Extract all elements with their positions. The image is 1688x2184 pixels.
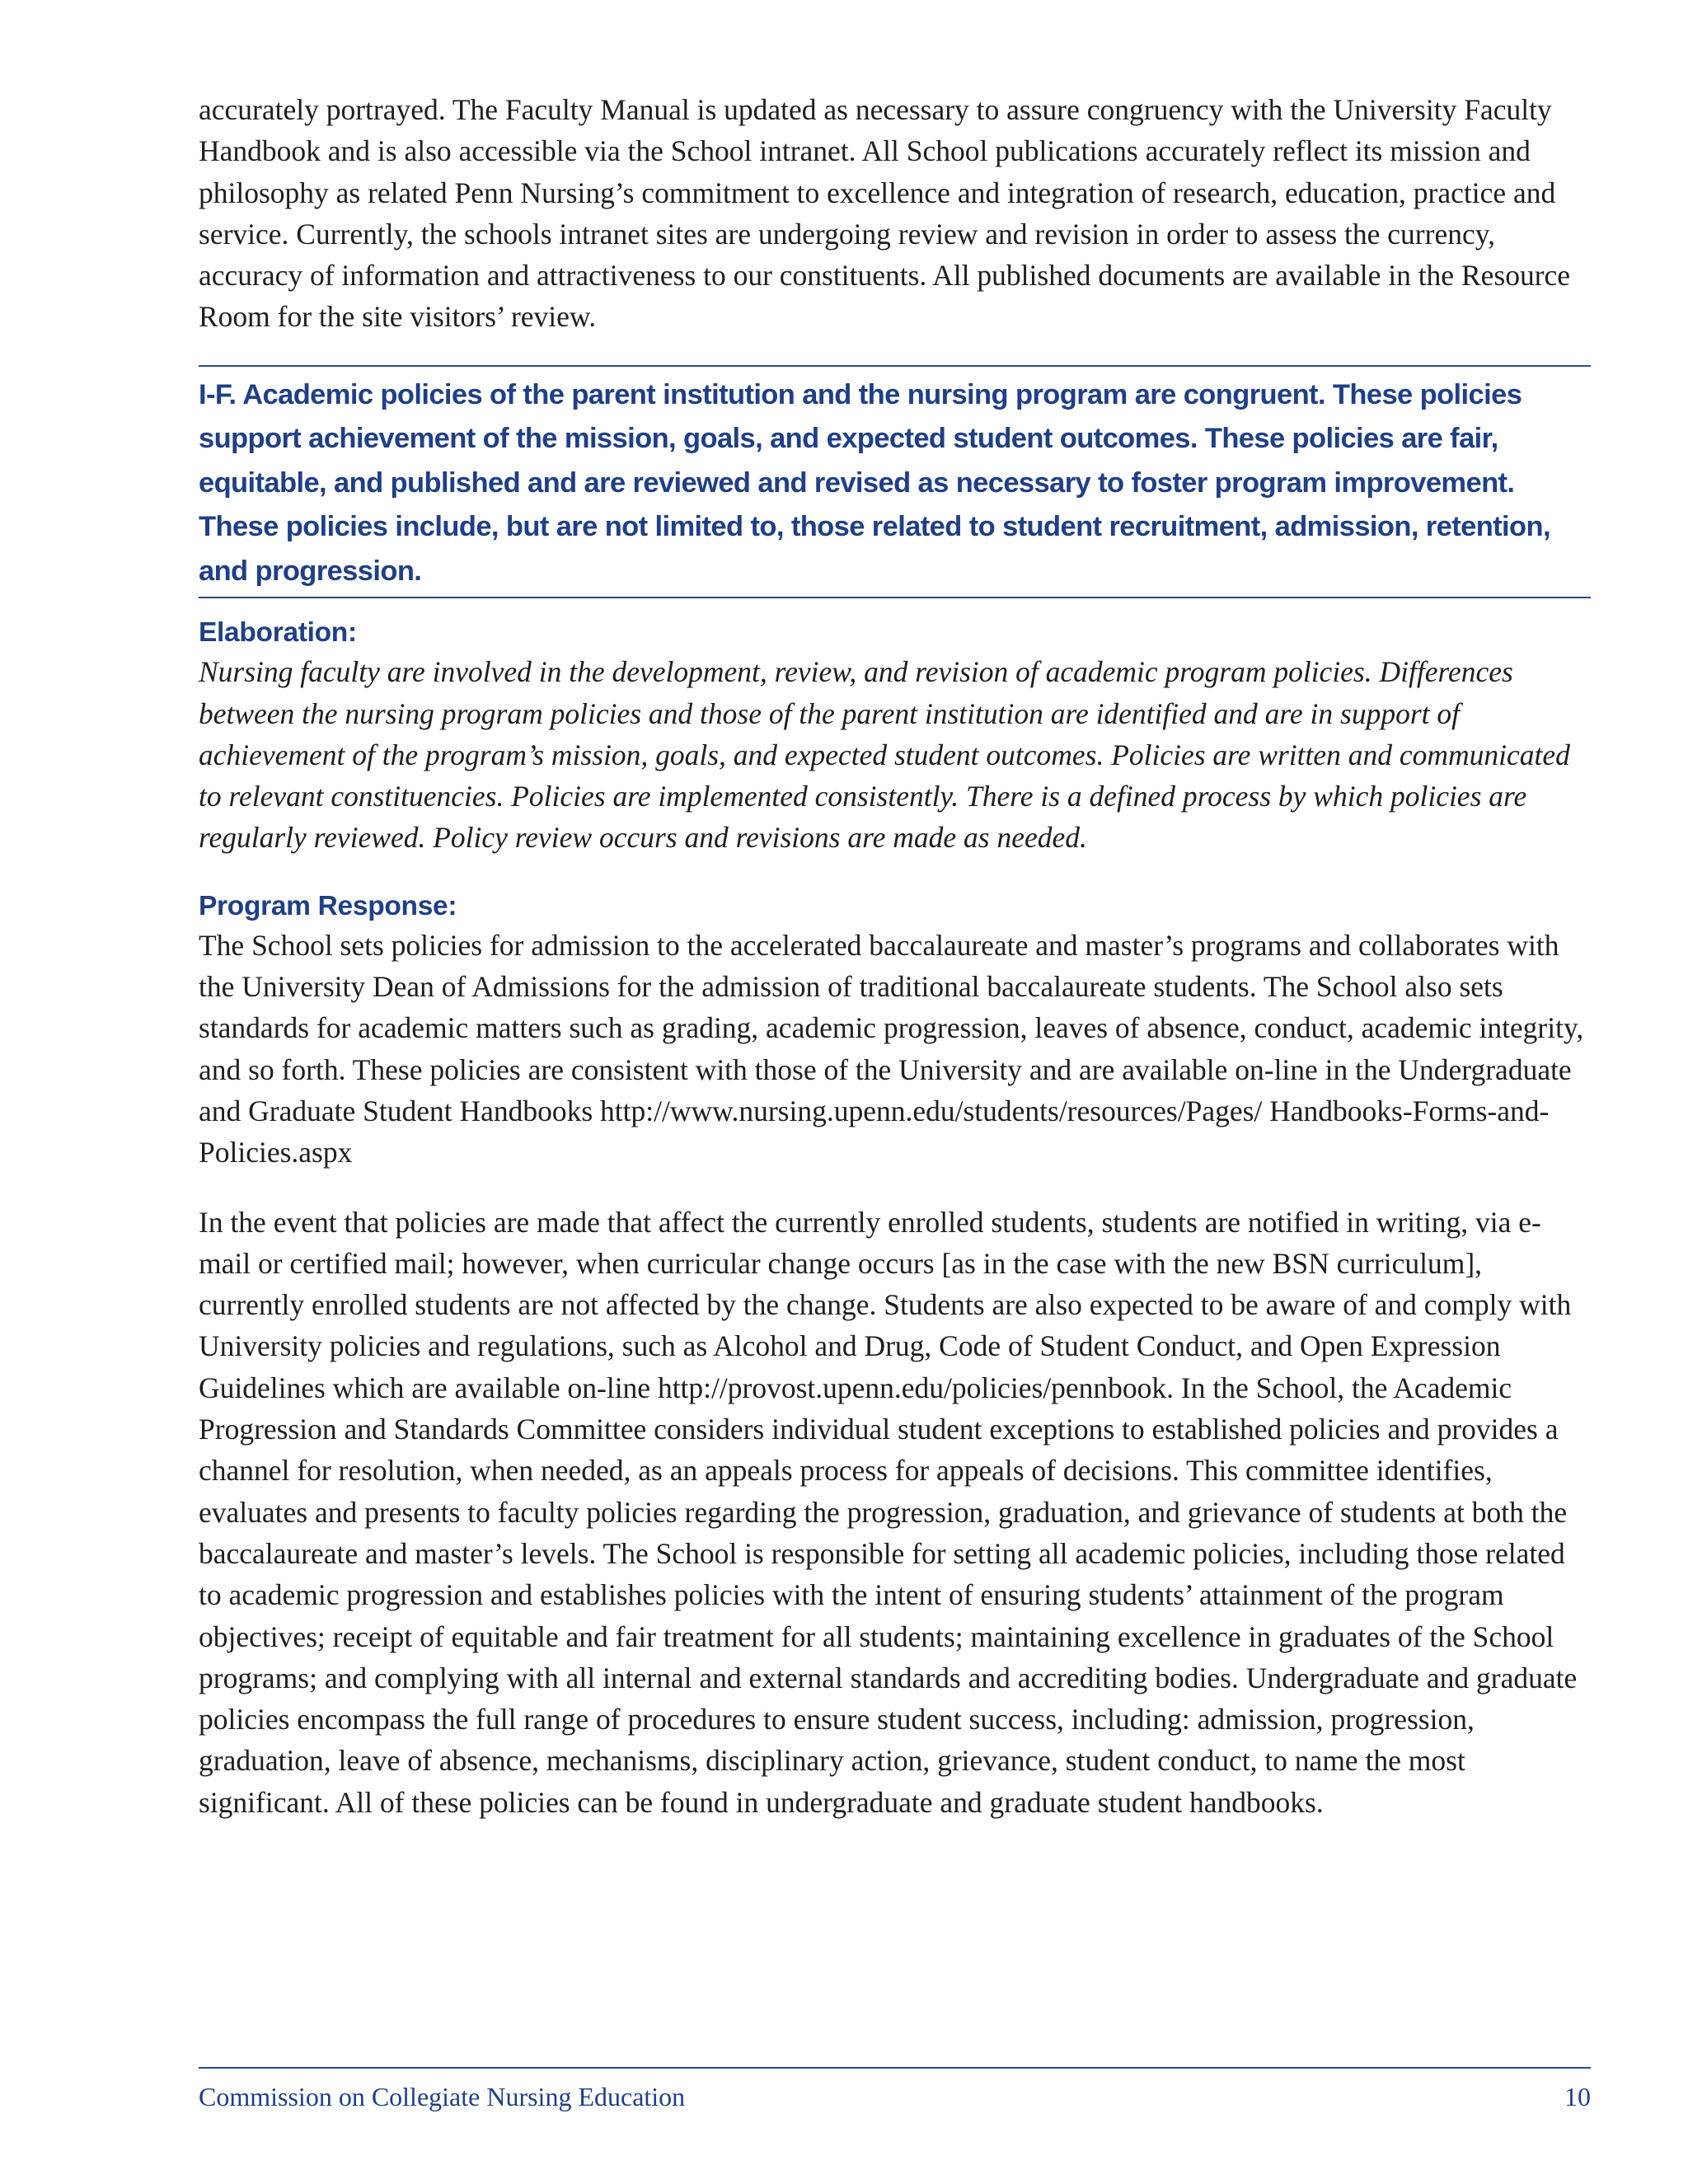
document-page [199, 89, 1591, 1823]
intro-paragraph: accurately portrayed. The Faculty Manual is updated as necessary to assure congruency with the University Faculty Handbook and is also accessible via the School intranet. All School publications accurately reflect its mission and philosophy as related Penn Nursing’s commitment to excellence and integration of research, education, practice and service. Currently, the schools intranet sites are undergoing review and revision in order to assess the currency, accuracy of information and attractiveness to our constituents. All published documents are available in the Resource Room for the site visitors’ review. [199, 93, 1571, 334]
page-number: 10 [1564, 2082, 1591, 2111]
page-footer [199, 2067, 1591, 2113]
program-response-paragraph-2: In the event that policies are made that affect the currently enrolled students, students are notified in writing, via e-mail or certified mail; however, when curricular change occurs [as in the case with the new BSN curriculum], currently enrolled students are not affected by the change. Students are also expected to be aware of and comply with University policies and regulations, such as Alcohol and Drug, Code of Student Conduct, and Open Expression Guidelines which are available on-line http://provost.upenn.edu/policies/pennbook. In the School, the Academic Progression and Standards Committee considers individual student exceptions to established policies and provides a channel for resolution, when needed, as an appeals process for appeals of decisions. This committee identifies, evaluates and presents to faculty policies regarding the progression, graduation, and grievance of students at both the baccalaureate and master’s levels. The School is responsible for setting all academic policies, including those related to academic progression and establishes policies with the intent of ensuring students’ attainment of the program objectives; receipt of equitable and fair treatment for all students; maintaining excellence in graduates of the School programs; and complying with all internal and external standards and accrediting bodies. Undergraduate and graduate policies encompass the full range of procedures to ensure student success, including: admission, progression, graduation, leave of absence, mechanisms, disciplinary action, grievance, student conduct, to name the most significant. All of these policies can be found in undergraduate and graduate student handbooks. [199, 1205, 1578, 1819]
standard-text: I-F. Academic policies of the parent institution and the nursing program are congruent. These policies support achievement of the mission, goals, and expected student outcomes. These policies are fair, equitable, and published and are reviewed and revised as necessary to foster program improvement. These policies include, but are not limited to, those related to student recruitment, admission, retention, and progression. [199, 378, 1550, 587]
program-response-paragraph-1: The School sets policies for admission to the accelerated baccalaureate and master’s programs and collaborates with the University Dean of Admissions for the admission of traditional baccalaureate students. The School also sets standards for academic matters such as grading, academic progression, leaves of absence, conduct, academic integrity, and so forth. These policies are consistent with those of the University and are available on-line in the Undergraduate and Graduate Student Handbooks http://www.nursing.upenn.edu/students/resources/Pages/ Handbooks-Forms-and-Policies.aspx [199, 928, 1584, 1169]
footer-organization: Commission on Collegiate Nursing Education [199, 2082, 686, 2111]
elaboration-heading: Elaboration: [199, 617, 357, 649]
standard-callout [199, 365, 1591, 599]
program-response-heading: Program Response: [199, 890, 457, 921]
elaboration-text: Nursing faculty are involved in the development, review, and revision of academic program policies. Differences between the nursing program policies and those of the parent institution are identified and are in support of achievement of the program’s mission, goals, and expected student outcomes. Policies are written and communicated to relevant constituencies. Policies are implemented consistently. There is a defined process by which policies are regularly reviewed. Policy review occurs and revisions are made as needed. [199, 655, 1570, 855]
